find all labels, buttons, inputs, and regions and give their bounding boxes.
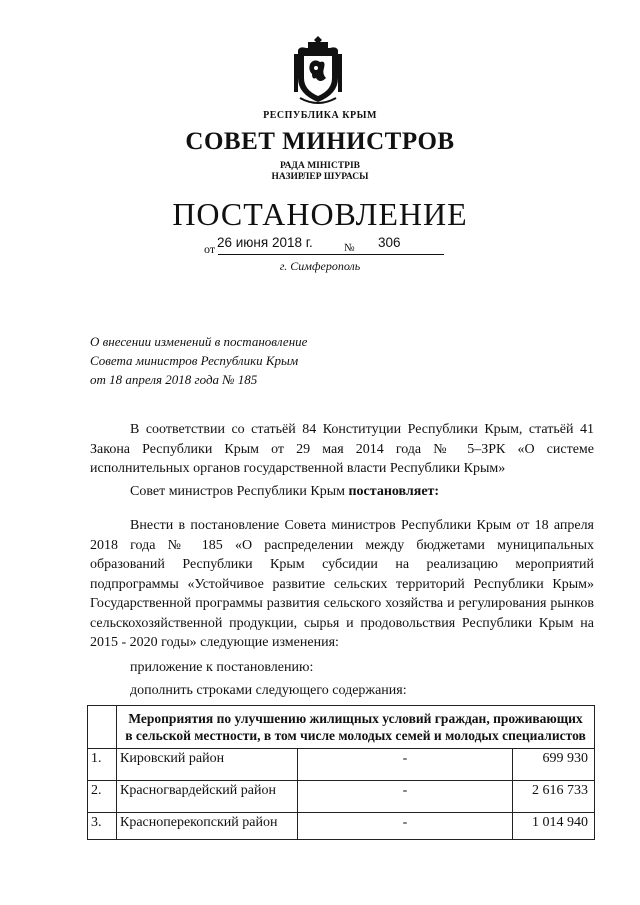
amount: 699 930 <box>513 749 595 781</box>
council-name-ct: НАЗИРЛЕР ШУРАСЫ <box>271 172 369 182</box>
document-type: ПОСТАНОВЛЕНИЕ <box>172 196 468 232</box>
date-prefix: от <box>204 242 216 256</box>
district-name: Красногвардейский район <box>117 781 298 813</box>
subject-line: О внесении изменений в постановление <box>90 334 308 349</box>
amendment-text: Внести в постановление Совета министров Республики Крым от 18 апреля 2018 года № 185 «О распределении между бюджетами муниципальных образований Республики Крым субсидии на реализацию мероприятий подпрограммы «Устойчивое развитие сельских территорий Республики Крым» Государственной программы развития сельского хозяйства и регулирования рынков сельскохозяйственной продукции, сырья и продовольствия Республики Крым на 2015 - 2020 годы» следующие изменения: <box>90 518 594 650</box>
council-name: СОВЕТ МИНИСТРОВ <box>185 128 455 155</box>
date-number-line <box>204 233 444 259</box>
preamble <box>90 420 594 479</box>
dash-cell: - <box>298 781 513 813</box>
events-table <box>87 705 595 840</box>
appendix-line: приложение к постановлению: <box>130 660 314 675</box>
amount: 1 014 940 <box>513 813 595 840</box>
amendment-paragraph <box>90 516 594 653</box>
resolves-verb: постановляет: <box>348 484 440 499</box>
coat-of-arms-icon <box>292 34 344 106</box>
subject <box>90 332 307 389</box>
republic-name: РЕСПУБЛИКА КРЫМ <box>263 110 377 121</box>
subject-line: от 18 апреля 2018 года № 185 <box>90 372 258 387</box>
resolves-prefix: Совет министров Республики Крым <box>130 484 349 499</box>
supplement-line: дополнить строками следующего содержания: <box>130 683 407 698</box>
preamble-text: В соответствии со статьёй 84 Конституции Республики Крым, статьёй 41 Закона Республики Крым от 29 мая 2014 года № 5–ЗРК «О системе исполнительных органов государственной власти Республики Крым» <box>90 422 594 476</box>
table-row <box>88 781 595 813</box>
council-name-ua: РАДА МІНІСТРІВ <box>279 161 360 171</box>
dash-cell: - <box>298 813 513 840</box>
district-name: Кировский район <box>117 749 298 781</box>
table-row <box>88 749 595 781</box>
table-row <box>88 813 595 840</box>
subject-line: Совета министров Республики Крым <box>90 353 299 368</box>
table-cell <box>88 706 117 749</box>
district-name: Красноперекопский район <box>117 813 298 840</box>
row-number: 3. <box>88 813 117 840</box>
decree-date: 26 июня 2018 г. <box>217 235 313 250</box>
number-prefix: № <box>344 242 355 254</box>
row-number: 1. <box>88 749 117 781</box>
city: г. Симферополь <box>279 259 361 273</box>
underline <box>218 254 444 255</box>
dash-cell: - <box>298 749 513 781</box>
row-number: 2. <box>88 781 117 813</box>
amount: 2 616 733 <box>513 781 595 813</box>
table-header: Мероприятия по улучшению жилищных условий граждан, проживающих в сельской местности, в том числе молодых семей и молодых специалистов <box>117 706 595 749</box>
decree-number: 306 <box>378 235 401 250</box>
table-header-row <box>88 706 595 749</box>
resolves-line <box>130 484 439 500</box>
